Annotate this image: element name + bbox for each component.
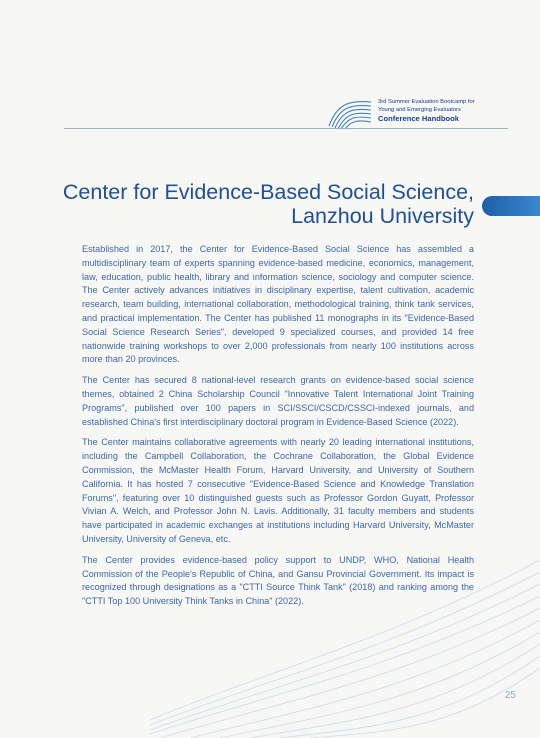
header-line1: 3rd Summer Evaluation Bootcamp for (378, 99, 475, 105)
page-number: 25 (504, 690, 516, 701)
wave-logo-icon (327, 96, 373, 130)
paragraph-4: The Center provides evidence-based policy support to UNDP, WHO, National Health Commission of the People's Republic of China, and Gansu Provincial Government. Its impact is recognized through designations as a "CTTI Source Think Tank" (2018) and ranking among the "CTTI Top 100 University Think Tanks in China" (2022). (82, 554, 474, 607)
page-title (60, 180, 474, 228)
section-tab-marker (482, 196, 540, 216)
header-block (378, 99, 518, 124)
header-divider (64, 128, 508, 129)
body-text (82, 243, 474, 616)
paragraph-3: The Center maintains collaborative agreements with nearly 20 leading international institutions, including the Campbell Collaboration, the Cochrane Collaboration, the Global Evidence Commission, the McMaster Health Forum, Harvard University, and University of Southern California. It has hosted 7 consecutive "Evidence-Based Science and Knowledge Translation Forums", featuring over 10 distinguished guests such as Professor Gordon Guyatt, Professor Vivian A. Welch, and Professor John N. Lavis. Additionally, 31 faculty members and students have participated in academic exchanges at institutions including Harvard University, McMaster University, University of Geneva, etc. (82, 437, 474, 544)
paragraph-2: The Center has secured 8 national-level research grants on evidence-based social science themes, obtained 2 China Scholarship Council "Innovative Talent International Joint Training Programs", published over 100 papers in SCI/SSCI/CSCD/CSSCI-indexed journals, and established China's first interdisciplinary doctoral program in Evidence-Based Science (2022). (82, 375, 474, 427)
header-title: Conference Handbook (378, 114, 460, 124)
header-line2: Young and Emerging Evaluators (378, 106, 461, 113)
page-title-line1: Center for Evidence-Based Social Science, (62, 180, 474, 204)
page-title-line2: Lanzhou University (291, 204, 474, 228)
paragraph-1: Established in 2017, the Center for Evidence-Based Social Science has assembled a multidisciplinary team of experts spanning evidence-based medicine, economics, management, law, education, public health, library and information science, sociology and computer science. The Center actively advances initiatives in disciplinary expertise, talent cultivation, academic research, team building, international collaboration, methodological training, think tank services, and practical implementation. The Center has published 11 monographs in its "Evidence-Based Social Science Research Series", developed 9 specialized courses, and provided 14 free nationwide training workshops to over 2,000 professionals from nearly 100 institutions across more than 20 provinces. (82, 244, 474, 365)
